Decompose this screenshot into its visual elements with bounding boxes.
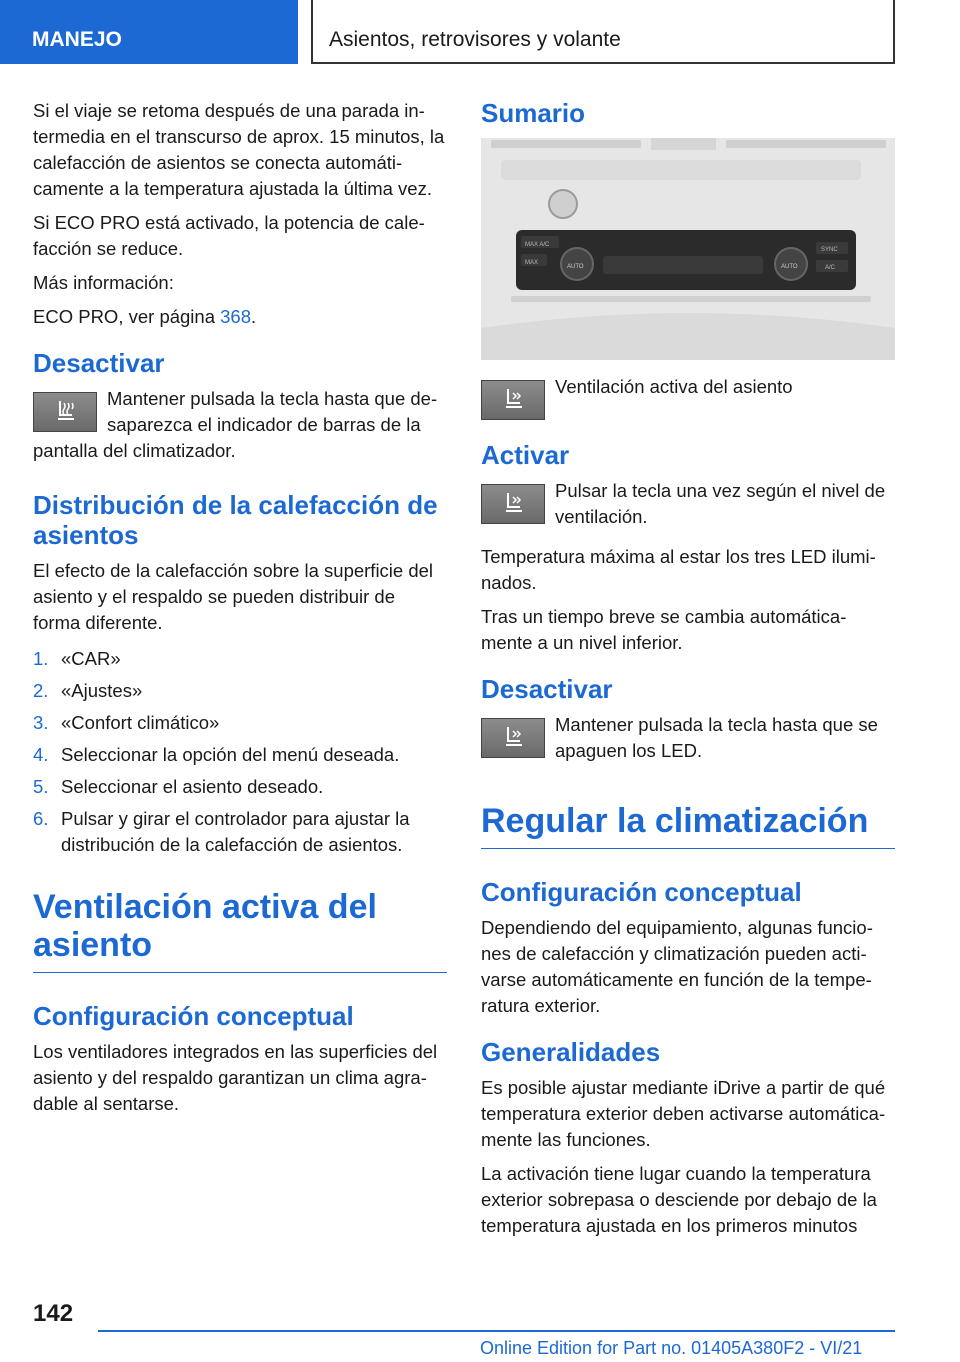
left-column (33, 98, 447, 1125)
seat-ventilation-icon (481, 484, 545, 524)
heading-generalidades: Generalidades (481, 1037, 661, 1067)
climate-panel-photo (481, 138, 895, 360)
config-left-text: Los ventiladores integrados en las superficies del asiento y del respaldo garantizan un clima agra-dable al sentarse. (33, 1041, 438, 1114)
page-header (311, 0, 895, 64)
heading-activar: Activar (481, 440, 570, 470)
max-ac-label: MAX A/C (525, 242, 550, 248)
edition-note: Online Edition for Part no. 01405A380F2 - VI/21 (480, 1338, 863, 1358)
activar-block (481, 478, 895, 538)
auto-right-label: AUTO (781, 264, 798, 270)
ac-label: A/C (825, 265, 836, 271)
max-label: MAX (525, 260, 539, 266)
sumario-block (481, 374, 895, 422)
list-item: 1. «CAR» (33, 648, 121, 669)
list-item: 5. Seleccionar el asiento deseado. (33, 776, 324, 797)
intro-paragraph: Si el viaje se retoma después de una parada in-termedia en el transcurso de aprox. 15 minutos, la calefacción de asientos se conecta automáti-camente a la temperatura ajustada la última vez. (33, 100, 445, 199)
desactivar-right-text: Mantener pulsada la tecla hasta que se apaguen los LED. (555, 714, 878, 761)
heading-config-right: Configuración conceptual (481, 877, 802, 907)
list-item: 3. «Confort climático» (33, 712, 220, 733)
steps-list (33, 646, 447, 858)
page-number: 142 (33, 1300, 74, 1327)
desactivar-right-block (481, 712, 895, 772)
seat-ventilation-icon (481, 380, 545, 420)
seat-heating-icon (33, 392, 97, 432)
heading-config-left: Configuración conceptual (33, 1001, 354, 1031)
list-item: 2. «Ajustes» (33, 680, 143, 701)
config-right-text: Dependiendo del equipamiento, algunas funcio-nes de calefacción y climatización pueden acti-varse automáticamente en función de la tempe-ratura exterior. (481, 917, 873, 1016)
eco-pro-paragraph: Si ECO PRO está activado, la potencia de cale-facción se reduce. (33, 212, 425, 259)
generalidades-paragraph-2: La activación tiene lugar cuando la temperatura exterior sobrepasa o desciende por debajo de la temperatura ajustada en los primeros minutos (481, 1163, 877, 1236)
right-column (481, 98, 895, 1247)
auto-left-label: AUTO (567, 264, 584, 270)
heading-ventilacion: Ventilación activa del asiento (33, 888, 447, 973)
seat-ventilation-icon (481, 718, 545, 758)
section-label: MANEJO (32, 28, 122, 51)
generalidades-paragraph-1: Es posible ajustar mediante iDrive a partir de qué temperatura exterior deben activarse automática-mente las funciones. (481, 1077, 886, 1150)
eco-pro-reference: ECO PRO, ver página 368. (33, 306, 257, 327)
list-item: 4. Seleccionar la opción del menú deseada. (33, 744, 400, 765)
more-info-label: Más información: (33, 272, 174, 293)
activar-text: Pulsar la tecla una vez según el nivel de ventilación. (555, 480, 886, 527)
heading-sumario: Sumario (481, 98, 586, 128)
sync-label: SYNC (821, 247, 838, 253)
footer-divider (98, 1330, 895, 1332)
section-tab (0, 0, 298, 64)
heading-distribucion: Distribución de la calefacción de asientos (33, 490, 438, 550)
heading-desactivar: Desactivar (33, 348, 165, 378)
heading-desactivar-right: Desactivar (481, 674, 613, 704)
page-header-title: Asientos, retrovisores y volante (329, 28, 621, 51)
activar-paragraph-2: Temperatura máxima al estar los tres LED ilumi-nados. (481, 546, 876, 593)
distribucion-text: El efecto de la calefacción sobre la superficie del asiento y el respaldo se pueden distribuir de forma diferente. (33, 560, 434, 633)
activar-paragraph-3: Tras un tiempo breve se cambia automática-mente a un nivel inferior. (481, 606, 847, 653)
desactivar-block (33, 386, 447, 472)
page-link[interactable]: 368 (220, 306, 252, 327)
sumario-text: Ventilación activa del asiento (555, 376, 793, 397)
desactivar-text: Mantener pulsada la tecla hasta que de-saparezca el indicador de barras de la pantalla del climatizador. (33, 388, 438, 461)
heading-regular: Regular la climatización (481, 802, 895, 849)
list-item: 6. Pulsar y girar el controlador para ajustar la distribución de la calefacción de asientos. (33, 808, 410, 855)
